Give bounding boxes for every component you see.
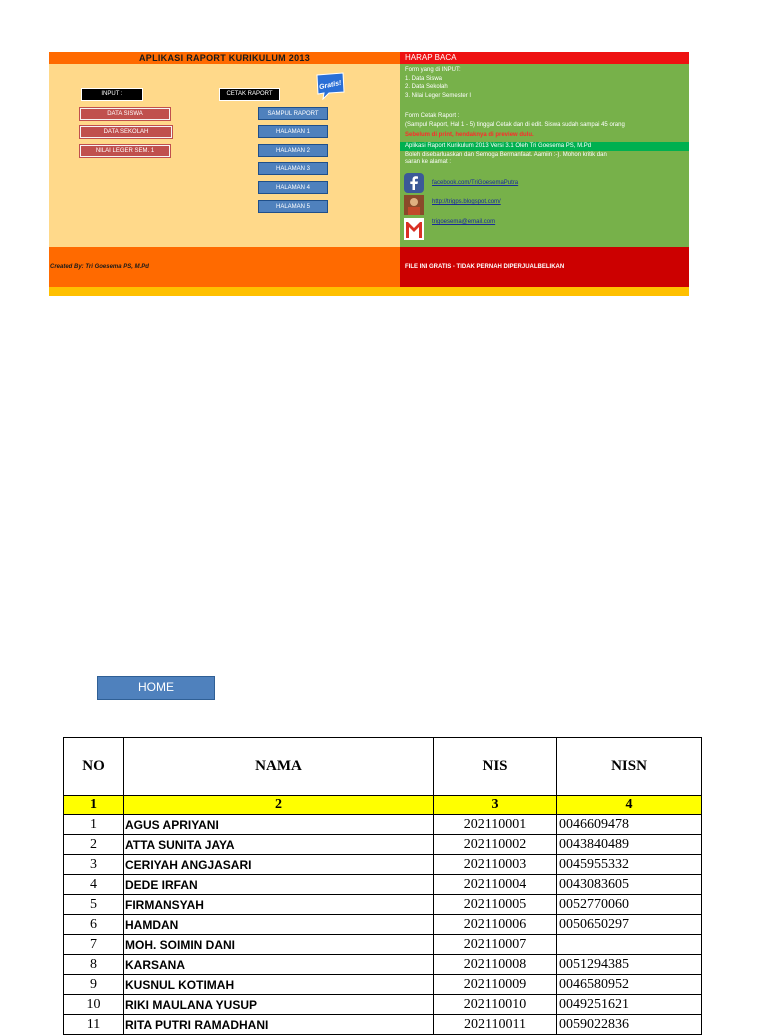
- cell-no[interactable]: 11: [64, 1015, 124, 1035]
- cell-no[interactable]: 6: [64, 915, 124, 935]
- column-number: 1: [64, 796, 124, 815]
- cell-nisn[interactable]: 0046580952: [557, 975, 702, 995]
- cell-nis[interactable]: 202110010: [434, 995, 557, 1015]
- cell-nis[interactable]: 202110001: [434, 815, 557, 835]
- table-row[interactable]: [64, 855, 702, 875]
- cell-nisn[interactable]: 0043083605: [557, 875, 702, 895]
- blogger-icon[interactable]: [404, 195, 424, 215]
- table-row[interactable]: [64, 815, 702, 835]
- input-label: INPUT :: [81, 88, 143, 101]
- column-header-nama: NAMA: [124, 738, 434, 796]
- share-line: Boleh disebarluaskan dan Semoga Bermanfaat. Aamiin :-). Mohon kritik dan: [405, 152, 607, 158]
- gratis-badge-icon: [315, 72, 345, 100]
- cell-nisn[interactable]: 0045955332: [557, 855, 702, 875]
- cell-nis[interactable]: 202110003: [434, 855, 557, 875]
- print-form-line: (Sampul Raport, Hal 1 - 5) tinggal Cetak dan di edit. Siswa sudah sampai 45 orang: [405, 122, 625, 128]
- column-number: 2: [124, 796, 434, 815]
- cell-nisn[interactable]: [557, 935, 702, 955]
- data-sekolah-button[interactable]: DATA SEKOLAH: [80, 126, 172, 138]
- created-by: Created By: Tri Goesema PS, M.Pd: [49, 247, 400, 287]
- table-body: [64, 815, 702, 1035]
- cell-nama[interactable]: AGUS APRIYANI: [124, 815, 434, 835]
- sampul-raport-button[interactable]: SAMPUL RAPORT: [258, 107, 328, 120]
- halaman-5-button[interactable]: HALAMAN 5: [258, 200, 328, 213]
- cell-no[interactable]: 10: [64, 995, 124, 1015]
- table-row[interactable]: [64, 995, 702, 1015]
- cell-nama[interactable]: ATTA SUNITA JAYA: [124, 835, 434, 855]
- table-header-row: [64, 738, 702, 796]
- column-number: 3: [434, 796, 557, 815]
- table-row[interactable]: [64, 935, 702, 955]
- cell-nama[interactable]: MOH. SOIMIN DANI: [124, 935, 434, 955]
- cell-nis[interactable]: 202110005: [434, 895, 557, 915]
- column-number: 4: [557, 796, 702, 815]
- cell-nis[interactable]: 202110008: [434, 955, 557, 975]
- table-row[interactable]: [64, 875, 702, 895]
- home-button[interactable]: HOME: [97, 676, 215, 700]
- cell-nisn[interactable]: 0049251621: [557, 995, 702, 1015]
- cell-nama[interactable]: HAMDAN: [124, 915, 434, 935]
- table-row[interactable]: [64, 895, 702, 915]
- cell-nis[interactable]: 202110006: [434, 915, 557, 935]
- share-line: saran ke alamat :: [405, 159, 452, 165]
- notice-line: Form yang di INPUT:: [405, 67, 461, 73]
- student-table: [63, 737, 702, 1035]
- facebook-link[interactable]: facebook.com/TriGoesemaPutra: [432, 180, 519, 186]
- cell-nama[interactable]: RITA PUTRI RAMADHANI: [124, 1015, 434, 1035]
- column-header-nis: NIS: [434, 738, 557, 796]
- email-link[interactable]: trigoesema@email.com: [432, 219, 496, 225]
- cell-nis[interactable]: 202110007: [434, 935, 557, 955]
- halaman-1-button[interactable]: HALAMAN 1: [258, 125, 328, 138]
- cell-nama[interactable]: DEDE IRFAN: [124, 875, 434, 895]
- cell-nama[interactable]: CERIYAH ANGJASARI: [124, 855, 434, 875]
- table-row[interactable]: [64, 1015, 702, 1035]
- cell-nisn[interactable]: 0051294385: [557, 955, 702, 975]
- data-siswa-button[interactable]: DATA SISWA: [80, 108, 170, 120]
- blog-link[interactable]: http://trigps.blogspot.com/: [432, 199, 501, 205]
- table-row[interactable]: [64, 955, 702, 975]
- notice-line: 3. Nilai Leger Semester I: [405, 93, 472, 99]
- notice-line: 1. Data Siswa: [405, 76, 443, 82]
- cell-nisn[interactable]: 0043840489: [557, 835, 702, 855]
- cell-nis[interactable]: 202110011: [434, 1015, 557, 1035]
- cell-nis[interactable]: 202110004: [434, 875, 557, 895]
- cell-nisn[interactable]: 0059022836: [557, 1015, 702, 1035]
- facebook-icon[interactable]: [404, 173, 424, 193]
- cell-nisn[interactable]: 0046609478: [557, 815, 702, 835]
- gratis-badge-text: Gratis!: [318, 79, 343, 92]
- halaman-4-button[interactable]: HALAMAN 4: [258, 181, 328, 194]
- print-warning: Sebelum di print, hendaknya di preview dulu.: [405, 132, 534, 138]
- table-row[interactable]: [64, 975, 702, 995]
- cell-nis[interactable]: 202110002: [434, 835, 557, 855]
- table-row[interactable]: [64, 915, 702, 935]
- notice-title: HARAP BACA: [400, 52, 689, 64]
- app-banner: [49, 52, 689, 296]
- cell-no[interactable]: 9: [64, 975, 124, 995]
- app-title: APLIKASI RAPORT KURIKULUM 2013: [49, 52, 400, 64]
- cell-nama[interactable]: RIKI MAULANA YUSUP: [124, 995, 434, 1015]
- cell-nisn[interactable]: 0050650297: [557, 915, 702, 935]
- column-number-row: [64, 796, 702, 815]
- cell-nama[interactable]: FIRMANSYAH: [124, 895, 434, 915]
- cell-nama[interactable]: KARSANA: [124, 955, 434, 975]
- nilai-leger-button[interactable]: NILAI LEGER SEM. 1: [80, 145, 170, 157]
- cell-no[interactable]: 2: [64, 835, 124, 855]
- cell-no[interactable]: 1: [64, 815, 124, 835]
- print-form-line: Form Cetak Raport :: [405, 113, 460, 119]
- version-line: Aplikasi Raport Kurikulum 2013 Versi 3.1 Oleh Tri Goesema PS, M.Pd: [400, 142, 689, 151]
- cell-nama[interactable]: KUSNUL KOTIMAH: [124, 975, 434, 995]
- banner-stripe: [49, 287, 689, 296]
- cell-no[interactable]: 5: [64, 895, 124, 915]
- table-row[interactable]: [64, 835, 702, 855]
- cell-no[interactable]: 4: [64, 875, 124, 895]
- cell-no[interactable]: 8: [64, 955, 124, 975]
- column-header-no: NO: [64, 738, 124, 796]
- cell-no[interactable]: 7: [64, 935, 124, 955]
- free-notice: FILE INI GRATIS - TIDAK PERNAH DIPERJUALBELIKAN: [400, 247, 689, 287]
- column-header-nisn: NISN: [557, 738, 702, 796]
- gmail-icon[interactable]: [404, 218, 424, 240]
- halaman-2-button[interactable]: HALAMAN 2: [258, 144, 328, 157]
- cell-no[interactable]: 3: [64, 855, 124, 875]
- cell-nisn[interactable]: 0052770060: [557, 895, 702, 915]
- notice-line: 2. Data Sekolah: [405, 84, 448, 90]
- cetak-raport-label: CETAK RAPORT: [219, 88, 280, 101]
- cell-nis[interactable]: 202110009: [434, 975, 557, 995]
- halaman-3-button[interactable]: HALAMAN 3: [258, 162, 328, 175]
